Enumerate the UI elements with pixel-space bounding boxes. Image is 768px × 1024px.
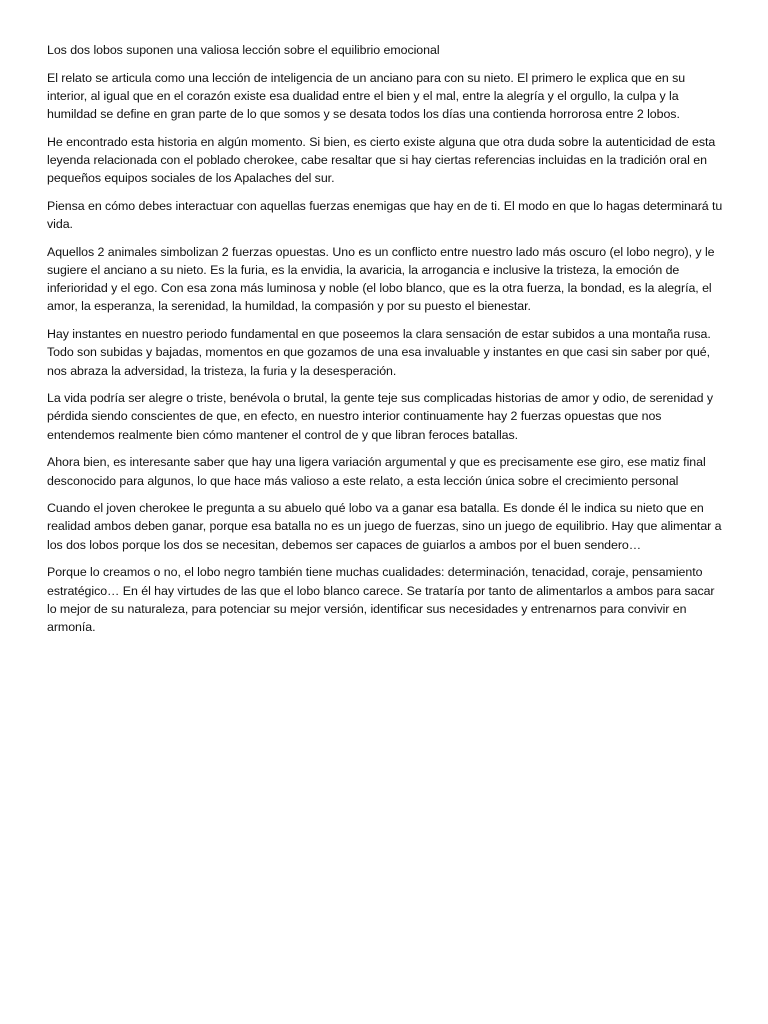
document-page <box>47 41 723 646</box>
paragraph: El relato se articula como una lección de inteligencia de un anciano para con su nieto. El primero le explica que en su interior, al igual que en el corazón existe esa dualidad entre el bien y el mal, entre la alegría y el orgullo, la culpa y la humildad se define en gran parte de lo que somos y se desata todos los días una contienda horrorosa entre 2 lobos. <box>47 70 686 122</box>
paragraph: Cuando el joven cherokee le pregunta a su abuelo qué lobo va a ganar esa batalla. Es donde él le indica su nieto que en realidad ambos deben ganar, porque esa batalla no es un juego de fuerzas, sino un juego de equilibrio. Hay que alimentar a los dos lobos porque los dos se necesitan, debemos ser capaces de guiarlos a ambos por el buen sendero… <box>47 501 722 552</box>
paragraph: Aquellos 2 animales simbolizan 2 fuerzas opuestas. Uno es un conflicto entre nuestro lado más oscuro (el lobo negro), y le sugiere el anciano a su nieto. Es la furia, es la envidia, la avaricia, la arrogancia e inclusive la tristeza, la emoción de inferioridad y el ego. Con esa zona más luminosa y noble (el lobo blanco, que es la otra fuerza, la bondad, es la alegría, el amor, la esperanza, la serenidad, la humildad, la compasión y por su puesto el bienestar. <box>47 244 715 314</box>
paragraph: Piensa en cómo debes interactuar con aquellas fuerzas enemigas que hay en de ti. El modo en que lo hagas determinará tu vida. <box>47 198 723 232</box>
paragraph: He encontrado esta historia en algún momento. Si bien, es cierto existe alguna que otra duda sobre la autenticidad de esta leyenda relacionada con el poblado cherokee, cabe resaltar que si hay ciertas referencias incluidas en la tradición oral en pequeños equipos sociales de los Apalaches del sur. <box>47 134 716 186</box>
document-title: Los dos lobos suponen una valiosa lección sobre el equilibrio emocional <box>47 43 440 57</box>
paragraph: Porque lo creamos o no, el lobo negro también tiene muchas cualidades: determinación, tenacidad, coraje, pensamiento estratégico… En él hay virtudes de las que el lobo blanco carece. Se trataría por tanto de alimentarlos a ambos para sacar lo mejor de su naturaleza, para potenciar su mejor versión, identificar sus necesidades y entrenarnos para convivir en armonía. <box>47 565 715 634</box>
paragraph: Ahora bien, es interesante saber que hay una ligera variación argumental y que es precisamente ese giro, ese matiz final desconocido para algunos, lo que hace más valioso a este relato, a esta lección única sobre el crecimiento personal <box>47 455 706 488</box>
paragraph: Hay instantes en nuestro periodo fundamental en que poseemos la clara sensación de estar subidos a una montaña rusa. Todo son subidas y bajadas, momentos en que gozamos de una esa invaluable y instantes en que casi sin saber por qué, nos abraza la adversidad, la tristeza, la furia y la desesperación. <box>47 327 711 378</box>
paragraph: La vida podría ser alegre o triste, benévola o brutal, la gente teje sus complicadas historias de amor y odio, de serenidad y pérdida siendo conscientes de que, en efecto, en nuestro interior continuamente hay 2 fuerzas opuestas que nos entendemos realmente bien cómo mantener el control de y que libran feroces batallas. <box>47 391 713 442</box>
